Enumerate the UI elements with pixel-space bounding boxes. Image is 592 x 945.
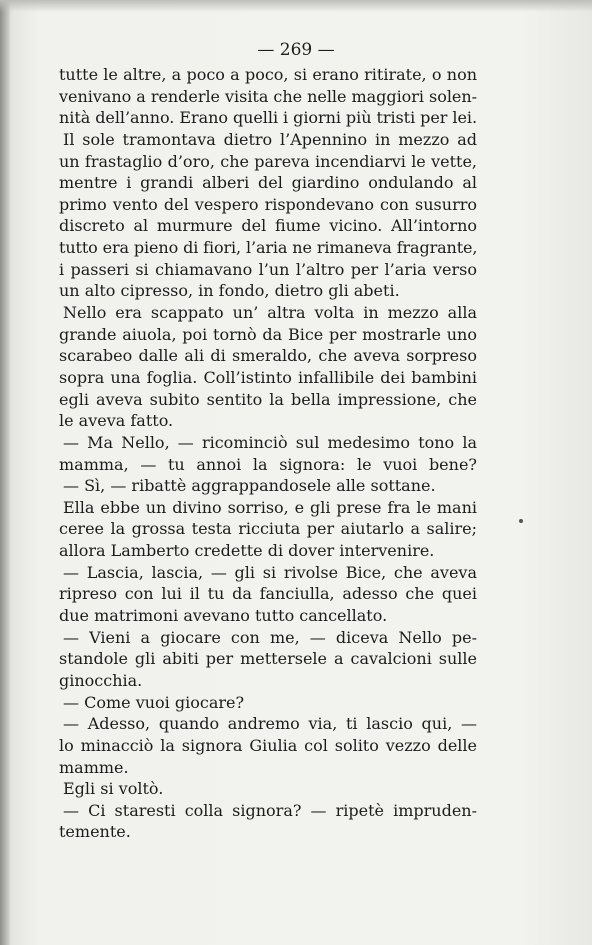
text-line: — Ma Nello, — ricominciò sul medesimo tono la (63, 432, 477, 452)
text-line: tutte le altre, a poco a poco, si erano ritirate, o non (59, 65, 477, 84)
text-line: egli aveva subito sentito la bella impressione, che (59, 389, 477, 409)
text-line: le aveva fatto. (59, 411, 174, 431)
text-line: tutto era pieno di fiori, l’aria ne rimaneva fragrante, (59, 238, 478, 258)
text-line: un frastaglio d’oro, che pareva incendiarvi le vette, (59, 151, 477, 171)
text-line: standole gli abiti per mettersele a cavalcioni sulle (59, 649, 477, 669)
text-line: — Vieni a giocare con me, — diceva Nello pe- (63, 627, 477, 647)
page-spine-shadow (0, 0, 10, 945)
text-line: allora Lamberto credette di dover intervenire. (59, 541, 435, 561)
text-line: — Lascia, lascia, — gli si rivolse Bice, che aveva (63, 562, 477, 582)
text-line: ripreso con lui il tu da fanciulla, adesso che quei (59, 584, 477, 604)
text-line: primo vento del vespero rispondevano con susurro (59, 194, 477, 214)
ink-speck (519, 519, 523, 523)
text-line: nità dell’anno. Erano quelli i giorni più tristi per lei. (59, 108, 477, 128)
text-line: Nello era scappato un’ altra volta in mezzo alla (63, 303, 477, 323)
text-line: grande aiuola, poi tornò da Bice per mostrarle uno (59, 324, 477, 344)
text-line: lo minacciò la signora Giulia col solito vezzo delle (59, 735, 477, 755)
text-line: Egli si voltò. (63, 779, 164, 799)
text-line: i passeri si chiamavano l’un l’altro per l’aria verso (59, 259, 477, 279)
text-line: Ella ebbe un divino sorriso, e gli prese fra le mani (63, 497, 477, 517)
text-line: Il sole tramontava dietro l’Apennino in mezzo ad (63, 129, 477, 149)
text-line: scarabeo dalle ali di smeraldo, che aveva sorpreso (59, 346, 477, 366)
body-text (59, 64, 477, 843)
text-line: mamme. (59, 757, 129, 777)
text-line: due matrimoni avevano tutto cancellato. (59, 606, 388, 626)
text-line: mamma, — tu annoi la signora: le vuoi bene? (59, 454, 477, 474)
text-line: mentre i grandi alberi del giardino ondulando al (59, 173, 477, 193)
text-line: un alto cipresso, in fondo, dietro gli abeti. (59, 281, 400, 301)
text-line: discreto al murmure del fiume vicino. All’intorno (59, 216, 477, 236)
page-number: — 269 — (257, 40, 335, 60)
text-line: venivano a renderle visita che nelle maggiori solen- (59, 86, 478, 106)
text-line: — Ci staresti colla signora? — ripetè impruden- (63, 800, 477, 820)
text-line: — Come vuoi giocare? (63, 692, 245, 712)
text-line: ceree la grossa testa ricciuta per aiutarlo a salire; (59, 519, 477, 539)
text-line: sopra una foglia. Coll’istinto infallibile dei bambini (59, 367, 477, 387)
text-line: temente. (59, 822, 131, 842)
text-line: — Adesso, quando andremo via, ti lascio qui, — (63, 714, 477, 734)
page-top-shadow (0, 0, 592, 12)
text-line: ginocchia. (59, 670, 143, 690)
text-line: — Sì, — ribattè aggrappandosele alle sottane. (63, 476, 436, 496)
